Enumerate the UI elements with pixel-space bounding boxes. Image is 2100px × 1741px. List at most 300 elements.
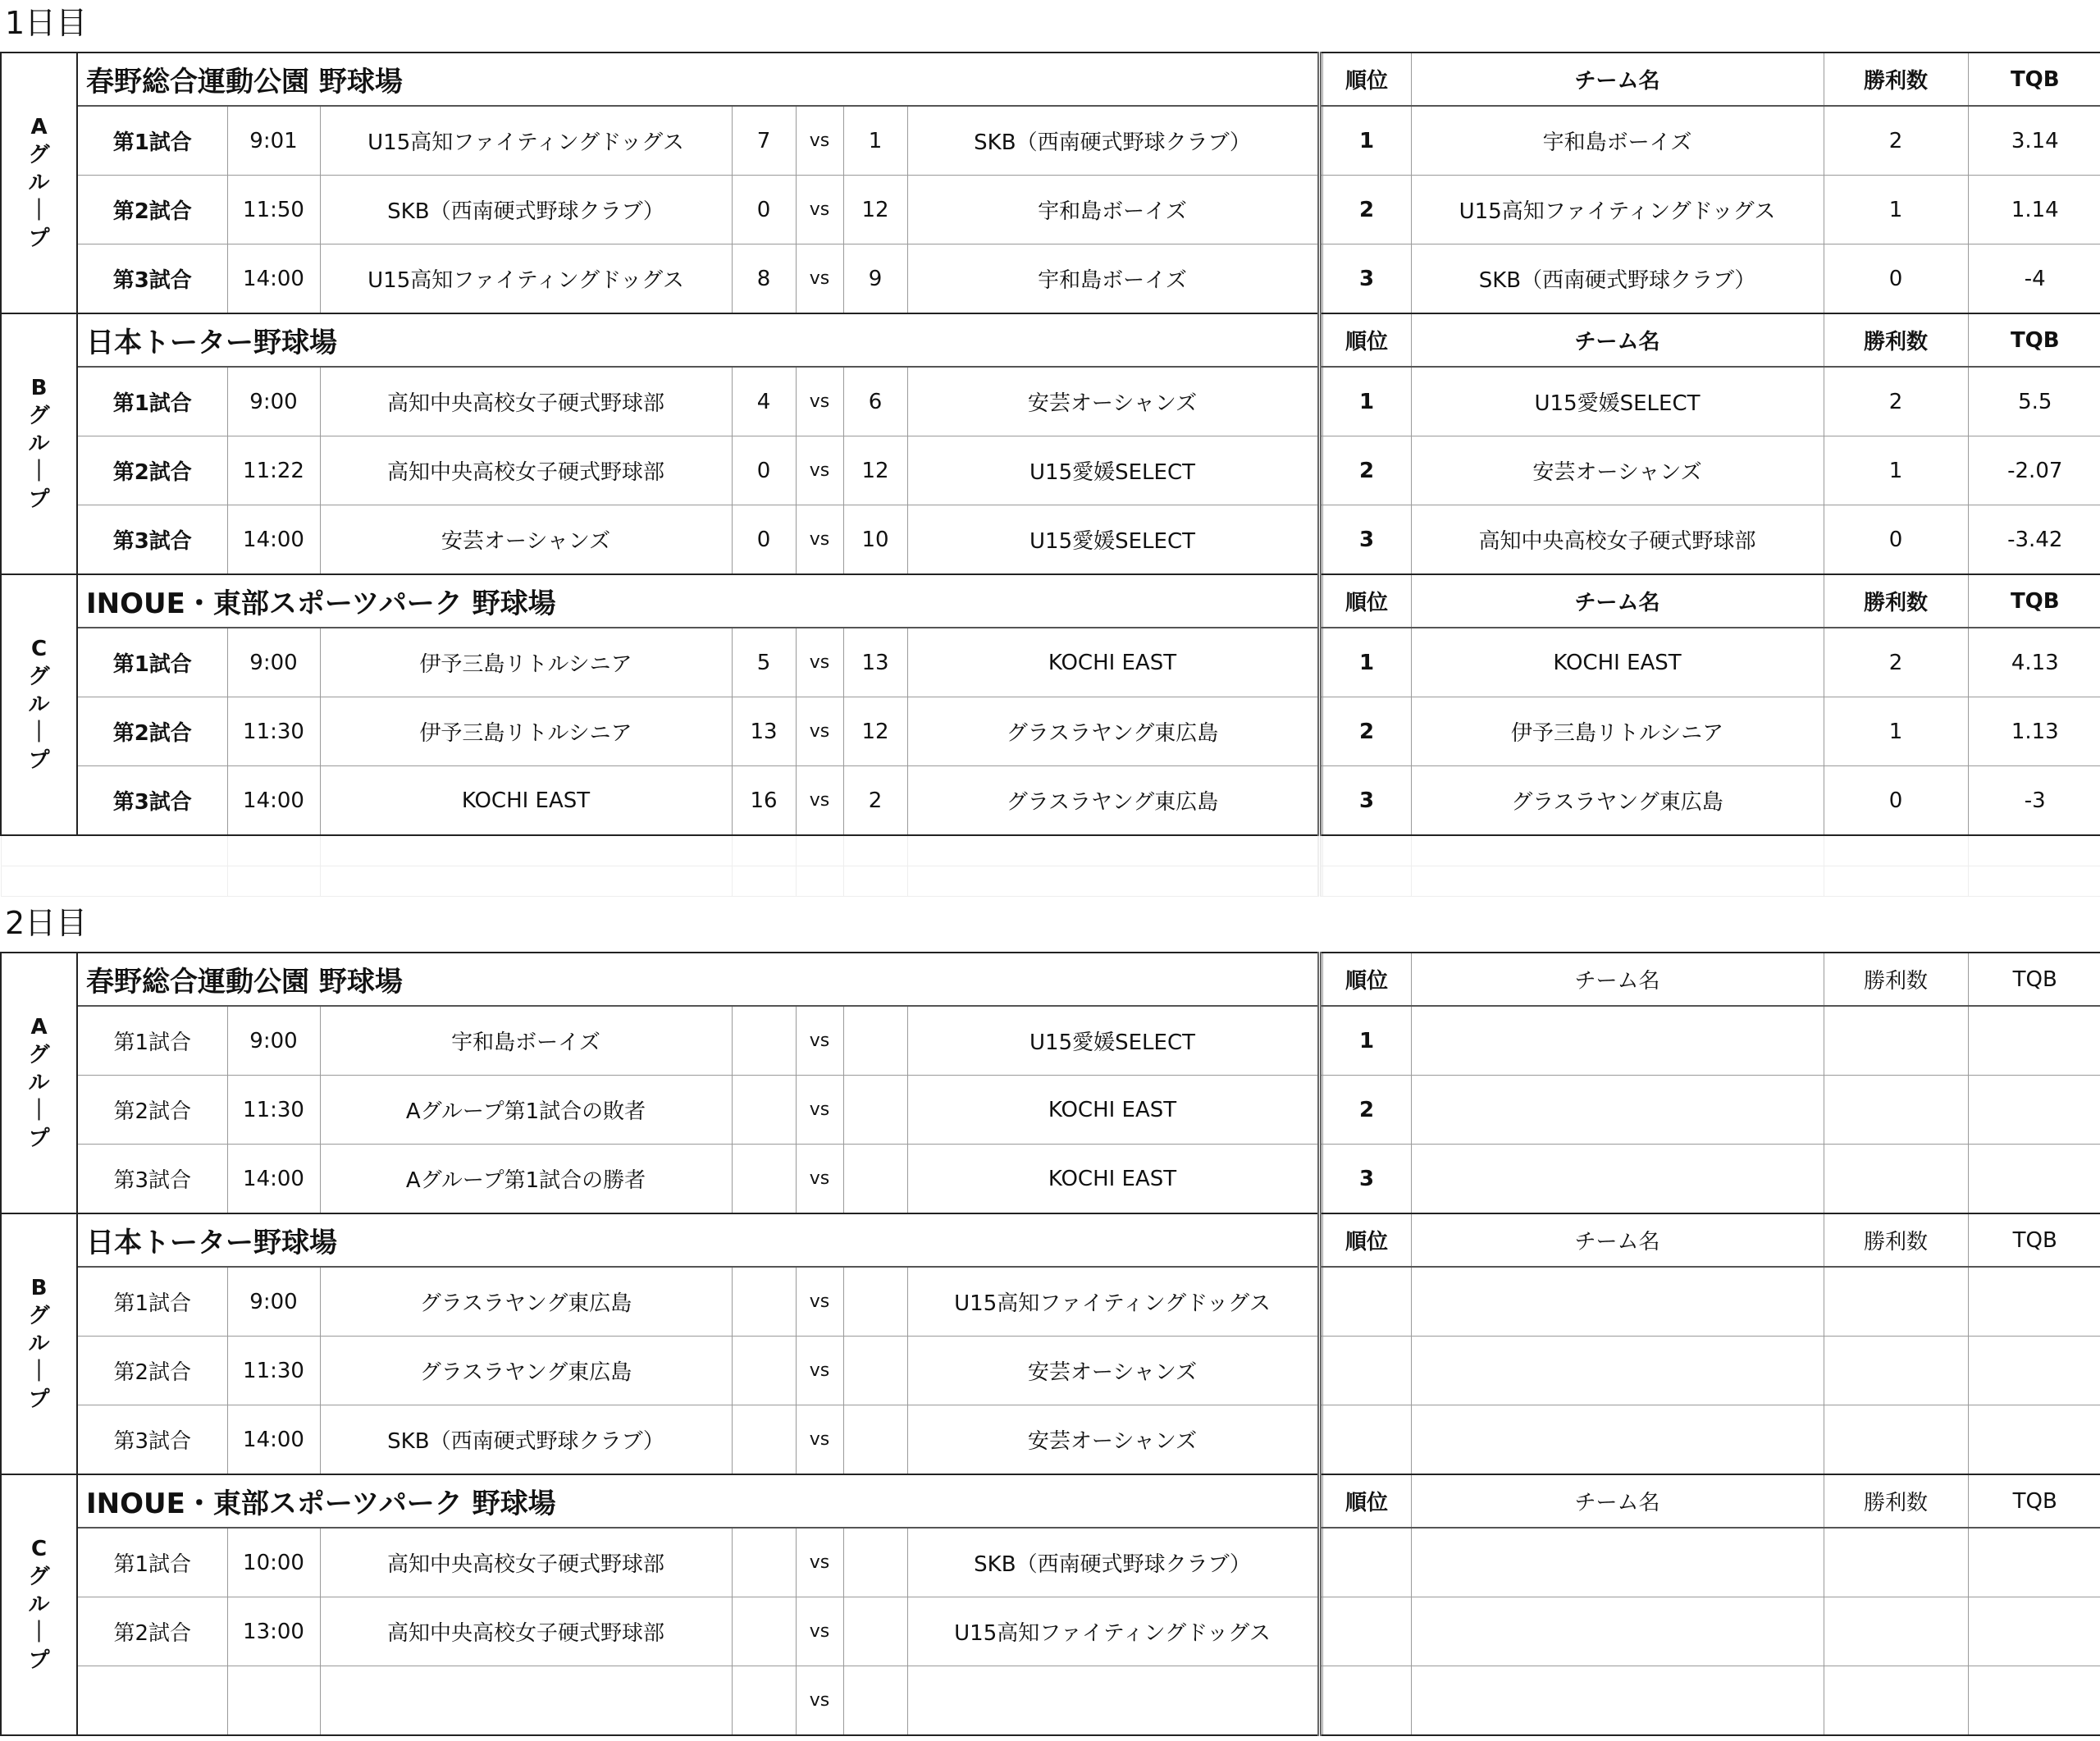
standings-header-wins: 勝利数	[1824, 53, 1968, 106]
standings-header-team: チーム名	[1411, 313, 1824, 367]
vs-label: vs	[796, 1006, 843, 1076]
standing-team: SKB（西南硬式野球クラブ）	[1411, 244, 1824, 314]
standings-header-wins: 勝利数	[1824, 1474, 1968, 1528]
vs-label: vs	[796, 1145, 843, 1214]
group-letter: B	[30, 376, 48, 400]
standing-tqb: 4.13	[1968, 628, 2100, 697]
game-time: 11:30	[227, 697, 320, 766]
group-label	[1, 1474, 77, 1735]
standing-rank: 2	[1322, 436, 1411, 505]
game-number: 第2試合	[77, 697, 227, 766]
group-label-char: グ	[28, 665, 50, 689]
standing-wins: 1	[1824, 176, 1968, 244]
away-team: SKB（西南硬式野球クラブ）	[907, 106, 1319, 176]
vs-label: vs	[796, 1267, 843, 1337]
home-score: 0	[732, 436, 796, 505]
game-number: 第2試合	[77, 436, 227, 505]
standing-rank: 3	[1322, 244, 1411, 314]
game-row	[1, 766, 2100, 836]
game-time: 14:00	[227, 1145, 320, 1214]
standings-header-team: チーム名	[1411, 1474, 1824, 1528]
group-label-char: グ	[28, 404, 50, 428]
spacer-row	[1, 835, 2100, 866]
spacer-cell	[1, 866, 227, 897]
spacer-cell	[1824, 866, 1968, 897]
vs-label: vs	[796, 367, 843, 436]
game-time: 11:30	[227, 1337, 320, 1405]
spacer-cell	[796, 835, 843, 866]
standings-header-team: チーム名	[1411, 953, 1824, 1006]
home-score: 16	[732, 766, 796, 836]
home-score	[732, 1528, 796, 1597]
standing-tqb	[1968, 1076, 2100, 1145]
spacer-cell	[1322, 835, 1411, 866]
game-number: 第1試合	[77, 628, 227, 697]
standing-rank: 1	[1322, 367, 1411, 436]
away-team: U15高知ファイティングドッグス	[907, 1597, 1319, 1666]
spacer-cell	[320, 866, 732, 897]
spacer-cell	[732, 835, 796, 866]
spacer-cell	[1968, 835, 2100, 866]
standing-rank: 2	[1322, 1076, 1411, 1145]
away-team	[907, 1666, 1319, 1736]
vs-label: vs	[796, 1405, 843, 1475]
group-label-char: ｜	[28, 459, 50, 484]
day-schedule-table	[0, 52, 2100, 897]
group-header-row	[1, 1213, 2100, 1267]
standings-header-wins: 勝利数	[1824, 313, 1968, 367]
game-time: 9:00	[227, 1006, 320, 1076]
standing-rank: 1	[1322, 628, 1411, 697]
away-score	[843, 1145, 907, 1214]
spacer-cell	[1411, 866, 1824, 897]
game-time: 9:00	[227, 1267, 320, 1337]
game-row	[1, 1337, 2100, 1405]
group-label-char: プ	[28, 226, 50, 251]
standing-rank	[1322, 1597, 1411, 1666]
game-number: 第1試合	[77, 1528, 227, 1597]
home-team: 伊予三島リトルシニア	[320, 697, 732, 766]
standing-wins: 2	[1824, 106, 1968, 176]
standing-wins: 1	[1824, 697, 1968, 766]
game-number: 第2試合	[77, 1597, 227, 1666]
game-number: 第1試合	[77, 1006, 227, 1076]
standing-wins: 0	[1824, 766, 1968, 836]
away-score: 9	[843, 244, 907, 314]
group-letter: A	[30, 115, 48, 139]
game-number: 第1試合	[77, 1267, 227, 1337]
game-time	[227, 1666, 320, 1736]
away-score	[843, 1528, 907, 1597]
standing-team: 安芸オーシャンズ	[1411, 436, 1824, 505]
standing-wins: 1	[1824, 436, 1968, 505]
game-row	[1, 1145, 2100, 1214]
game-row	[1, 628, 2100, 697]
group-letter: C	[30, 637, 48, 661]
game-time: 11:50	[227, 176, 320, 244]
home-team: 伊予三島リトルシニア	[320, 628, 732, 697]
standings-header-tqb: TQB	[1968, 313, 2100, 367]
away-team: KOCHI EAST	[907, 1076, 1319, 1145]
group-letter: C	[30, 1537, 48, 1561]
standing-tqb: 1.14	[1968, 176, 2100, 244]
home-score	[732, 1405, 796, 1475]
home-score	[732, 1006, 796, 1076]
away-score	[843, 1666, 907, 1736]
game-time: 10:00	[227, 1528, 320, 1597]
home-team: 高知中央高校女子硬式野球部	[320, 436, 732, 505]
game-row	[1, 1528, 2100, 1597]
standings-header-tqb: TQB	[1968, 1474, 2100, 1528]
away-score: 12	[843, 436, 907, 505]
home-score: 0	[732, 176, 796, 244]
venue-name: 日本トーター野球場	[77, 313, 1319, 367]
away-team: 宇和島ボーイズ	[907, 244, 1319, 314]
standing-rank	[1322, 1666, 1411, 1736]
vs-label: vs	[796, 176, 843, 244]
standings-header-rank: 順位	[1322, 953, 1411, 1006]
group-label-char: プ	[28, 1648, 50, 1673]
standing-wins	[1824, 1337, 1968, 1405]
game-row	[1, 505, 2100, 575]
game-row	[1, 1267, 2100, 1337]
vs-label: vs	[796, 766, 843, 836]
game-number: 第2試合	[77, 1337, 227, 1405]
standing-wins: 2	[1824, 367, 1968, 436]
game-time: 9:00	[227, 367, 320, 436]
standing-team: 宇和島ボーイズ	[1411, 106, 1824, 176]
vs-label: vs	[796, 1337, 843, 1405]
vs-label: vs	[796, 697, 843, 766]
vs-label: vs	[796, 436, 843, 505]
standing-tqb	[1968, 1145, 2100, 1214]
standing-wins	[1824, 1145, 1968, 1214]
game-row	[1, 244, 2100, 314]
standing-rank	[1322, 1405, 1411, 1475]
standing-team	[1411, 1405, 1824, 1475]
standings-header-team: チーム名	[1411, 574, 1824, 628]
home-score	[732, 1076, 796, 1145]
standing-rank	[1322, 1337, 1411, 1405]
standing-team	[1411, 1666, 1824, 1736]
venue-name: 日本トーター野球場	[77, 1213, 1319, 1267]
standing-rank: 1	[1322, 106, 1411, 176]
standings-header-wins: 勝利数	[1824, 953, 1968, 1006]
game-number: 第3試合	[77, 505, 227, 575]
standings-header-tqb: TQB	[1968, 1213, 2100, 1267]
away-score	[843, 1405, 907, 1475]
game-row	[1, 1076, 2100, 1145]
standing-team	[1411, 1597, 1824, 1666]
standing-team: グラスラヤング東広島	[1411, 766, 1824, 836]
group-label-char: ル	[28, 432, 50, 456]
standing-team: KOCHI EAST	[1411, 628, 1824, 697]
away-score	[843, 1006, 907, 1076]
standing-wins	[1824, 1006, 1968, 1076]
game-row	[1, 697, 2100, 766]
game-number: 第3試合	[77, 244, 227, 314]
game-row	[1, 1405, 2100, 1475]
away-team: U15高知ファイティングドッグス	[907, 1267, 1319, 1337]
group-label-char: ル	[28, 1071, 50, 1095]
away-score: 2	[843, 766, 907, 836]
group-label	[1, 574, 77, 835]
vs-label: vs	[796, 1666, 843, 1736]
group-label-char: ｜	[28, 1099, 50, 1123]
game-time: 14:00	[227, 244, 320, 314]
home-score: 5	[732, 628, 796, 697]
standing-team	[1411, 1076, 1824, 1145]
standings-header-rank: 順位	[1322, 313, 1411, 367]
standing-tqb	[1968, 1528, 2100, 1597]
away-team: グラスラヤング東広島	[907, 697, 1319, 766]
game-time: 11:30	[227, 1076, 320, 1145]
home-team: SKB（西南硬式野球クラブ）	[320, 1405, 732, 1475]
home-team: KOCHI EAST	[320, 766, 732, 836]
standing-wins: 2	[1824, 628, 1968, 697]
away-team: 安芸オーシャンズ	[907, 367, 1319, 436]
group-letter: B	[30, 1276, 48, 1300]
standing-tqb: -4	[1968, 244, 2100, 314]
game-number: 第3試合	[77, 1405, 227, 1475]
standing-team	[1411, 1337, 1824, 1405]
standing-tqb	[1968, 1006, 2100, 1076]
venue-name: INOUE・東部スポーツパーク 野球場	[77, 1474, 1319, 1528]
away-team: 安芸オーシャンズ	[907, 1405, 1319, 1475]
group-label-char: グ	[28, 1304, 50, 1328]
game-number: 第3試合	[77, 1145, 227, 1214]
vs-label: vs	[796, 244, 843, 314]
away-score: 13	[843, 628, 907, 697]
away-team: 宇和島ボーイズ	[907, 176, 1319, 244]
away-team: SKB（西南硬式野球クラブ）	[907, 1528, 1319, 1597]
home-team: 高知中央高校女子硬式野球部	[320, 1597, 732, 1666]
standing-wins	[1824, 1666, 1968, 1736]
game-time: 9:00	[227, 628, 320, 697]
game-row	[1, 1666, 2100, 1736]
game-number: 第2試合	[77, 1076, 227, 1145]
spacer-cell	[1824, 835, 1968, 866]
spacer-cell	[843, 866, 907, 897]
standings-header-rank: 順位	[1322, 574, 1411, 628]
standings-header-team: チーム名	[1411, 1213, 1824, 1267]
standing-tqb: 5.5	[1968, 367, 2100, 436]
standing-wins: 0	[1824, 244, 1968, 314]
spacer-row	[1, 866, 2100, 897]
group-label-char: ｜	[28, 199, 50, 223]
standing-team: U15高知ファイティングドッグス	[1411, 176, 1824, 244]
vs-label: vs	[796, 1076, 843, 1145]
home-team	[320, 1666, 732, 1736]
spacer-cell	[907, 835, 1319, 866]
standings-header-rank: 順位	[1322, 1474, 1411, 1528]
spacer-cell	[1, 835, 227, 866]
game-number: 第3試合	[77, 766, 227, 836]
home-team: グラスラヤング東広島	[320, 1267, 732, 1337]
game-time: 9:01	[227, 106, 320, 176]
standing-rank	[1322, 1528, 1411, 1597]
away-team: U15愛媛SELECT	[907, 1006, 1319, 1076]
standing-team: 伊予三島リトルシニア	[1411, 697, 1824, 766]
game-time: 14:00	[227, 505, 320, 575]
group-label-char: グ	[28, 1565, 50, 1589]
spacer-cell	[796, 866, 843, 897]
away-score	[843, 1076, 907, 1145]
home-score: 7	[732, 106, 796, 176]
standing-team: U15愛媛SELECT	[1411, 367, 1824, 436]
standing-rank: 3	[1322, 766, 1411, 836]
game-time: 14:00	[227, 766, 320, 836]
group-label-char: プ	[28, 748, 50, 773]
group-label-char: グ	[28, 143, 50, 167]
home-team: グラスラヤング東広島	[320, 1337, 732, 1405]
away-score	[843, 1597, 907, 1666]
group-header-row	[1, 953, 2100, 1006]
standings-header-rank: 順位	[1322, 1213, 1411, 1267]
standings-header-tqb: TQB	[1968, 53, 2100, 106]
standing-rank: 3	[1322, 505, 1411, 575]
group-label-char: プ	[28, 1126, 50, 1151]
venue-name: 春野総合運動公園 野球場	[77, 953, 1319, 1006]
standings-header-wins: 勝利数	[1824, 574, 1968, 628]
venue-name: 春野総合運動公園 野球場	[77, 53, 1319, 106]
spacer-cell	[1968, 866, 2100, 897]
standing-wins	[1824, 1267, 1968, 1337]
group-label-char: ル	[28, 692, 50, 717]
standing-team	[1411, 1528, 1824, 1597]
away-team: U15愛媛SELECT	[907, 436, 1319, 505]
group-label-char: ル	[28, 171, 50, 195]
standing-wins	[1824, 1076, 1968, 1145]
away-team: グラスラヤング東広島	[907, 766, 1319, 836]
standing-tqb: 3.14	[1968, 106, 2100, 176]
standing-team	[1411, 1006, 1824, 1076]
group-label-char: ｜	[28, 720, 50, 745]
home-team: 高知中央高校女子硬式野球部	[320, 1528, 732, 1597]
away-score	[843, 1337, 907, 1405]
group-label-char: ル	[28, 1592, 50, 1617]
standing-rank: 2	[1322, 176, 1411, 244]
standings-header-rank: 順位	[1322, 53, 1411, 106]
standing-wins	[1824, 1597, 1968, 1666]
game-number: 第2試合	[77, 176, 227, 244]
day-schedule-table	[0, 952, 2100, 1736]
vs-label: vs	[796, 505, 843, 575]
spacer-cell	[732, 866, 796, 897]
standing-tqb	[1968, 1597, 2100, 1666]
group-label	[1, 313, 77, 574]
home-team: U15高知ファイティングドッグス	[320, 244, 732, 314]
game-row	[1, 436, 2100, 505]
standing-rank: 3	[1322, 1145, 1411, 1214]
game-row	[1, 176, 2100, 244]
home-team: SKB（西南硬式野球クラブ）	[320, 176, 732, 244]
home-team: Aグループ第1試合の勝者	[320, 1145, 732, 1214]
spacer-cell	[227, 866, 320, 897]
away-team: KOCHI EAST	[907, 628, 1319, 697]
standings-header-tqb: TQB	[1968, 574, 2100, 628]
game-time: 14:00	[227, 1405, 320, 1475]
standing-rank: 1	[1322, 1006, 1411, 1076]
group-header-row	[1, 574, 2100, 628]
vs-label: vs	[796, 1528, 843, 1597]
spacer-cell	[1411, 835, 1824, 866]
away-score: 10	[843, 505, 907, 575]
standing-tqb: -2.07	[1968, 436, 2100, 505]
group-label-char: ル	[28, 1332, 50, 1356]
standing-rank	[1322, 1267, 1411, 1337]
standing-tqb: 1.13	[1968, 697, 2100, 766]
group-label	[1, 1213, 77, 1474]
home-score: 13	[732, 697, 796, 766]
standing-wins	[1824, 1528, 1968, 1597]
vs-label: vs	[796, 628, 843, 697]
spacer-cell	[1322, 866, 1411, 897]
away-team: KOCHI EAST	[907, 1145, 1319, 1214]
home-score: 0	[732, 505, 796, 575]
game-number	[77, 1666, 227, 1736]
game-row	[1, 367, 2100, 436]
game-row	[1, 1597, 2100, 1666]
home-score: 8	[732, 244, 796, 314]
group-header-row	[1, 1474, 2100, 1528]
home-score	[732, 1597, 796, 1666]
group-label	[1, 953, 77, 1213]
game-row	[1, 106, 2100, 176]
standing-tqb	[1968, 1267, 2100, 1337]
group-header-row	[1, 313, 2100, 367]
standing-tqb	[1968, 1666, 2100, 1736]
standings-header-wins: 勝利数	[1824, 1213, 1968, 1267]
standing-team	[1411, 1145, 1824, 1214]
away-score: 1	[843, 106, 907, 176]
vs-label: vs	[796, 106, 843, 176]
game-row	[1, 1006, 2100, 1076]
standing-wins: 0	[1824, 505, 1968, 575]
home-score	[732, 1267, 796, 1337]
home-team: U15高知ファイティングドッグス	[320, 106, 732, 176]
home-score	[732, 1337, 796, 1405]
standing-team	[1411, 1267, 1824, 1337]
day-title: 1日目	[5, 5, 88, 41]
game-time: 13:00	[227, 1597, 320, 1666]
standings-header-team: チーム名	[1411, 53, 1824, 106]
standing-wins	[1824, 1405, 1968, 1475]
game-number: 第1試合	[77, 106, 227, 176]
standings-header-tqb: TQB	[1968, 953, 2100, 1006]
home-team: Aグループ第1試合の敗者	[320, 1076, 732, 1145]
game-time: 11:22	[227, 436, 320, 505]
standing-team: 高知中央高校女子硬式野球部	[1411, 505, 1824, 575]
home-team: 高知中央高校女子硬式野球部	[320, 367, 732, 436]
away-score: 6	[843, 367, 907, 436]
spacer-cell	[843, 835, 907, 866]
standing-tqb	[1968, 1405, 2100, 1475]
spacer-cell	[320, 835, 732, 866]
away-score: 12	[843, 176, 907, 244]
venue-name: INOUE・東部スポーツパーク 野球場	[77, 574, 1319, 628]
group-label-char: グ	[28, 1043, 50, 1067]
standing-tqb	[1968, 1337, 2100, 1405]
spacer-cell	[227, 835, 320, 866]
home-team: 安芸オーシャンズ	[320, 505, 732, 575]
day-title: 2日目	[5, 905, 88, 941]
group-label-char: プ	[28, 487, 50, 512]
home-score: 4	[732, 367, 796, 436]
away-score: 12	[843, 697, 907, 766]
standing-rank: 2	[1322, 697, 1411, 766]
group-label	[1, 53, 77, 313]
